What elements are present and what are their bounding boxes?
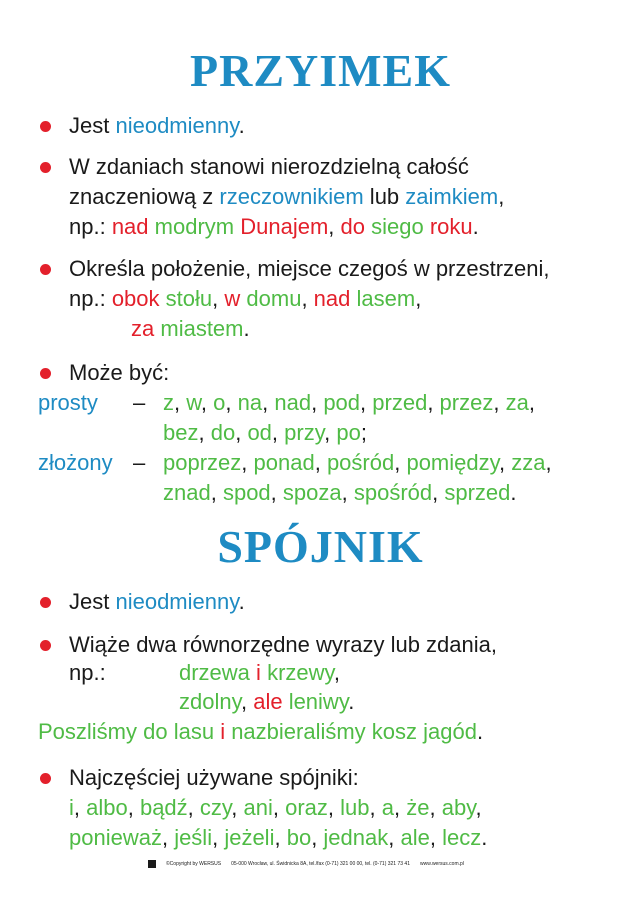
- sep: ,: [545, 450, 552, 475]
- sep: ,: [324, 420, 337, 445]
- conj: i: [256, 660, 261, 685]
- punct: .: [238, 589, 245, 614]
- text: lub: [363, 184, 406, 209]
- sep: ,: [432, 480, 445, 505]
- sep: ,: [528, 390, 535, 415]
- w: bez: [163, 420, 199, 445]
- w: jednak: [323, 825, 389, 850]
- sep: ,: [388, 825, 401, 850]
- keyword: nieodmienny: [115, 589, 239, 614]
- w: w: [186, 390, 201, 415]
- sep: ,: [127, 795, 140, 820]
- footer-website: www.wersus.com.pl: [420, 861, 464, 867]
- w: na: [237, 390, 263, 415]
- w: oraz: [285, 795, 328, 820]
- dash: –: [133, 450, 146, 475]
- word: lasem: [356, 286, 416, 311]
- word: miastem: [160, 316, 244, 341]
- sep: ,: [262, 390, 275, 415]
- w: nad: [274, 390, 312, 415]
- text: np.:: [69, 214, 112, 239]
- przyimek-line-7: [131, 316, 250, 342]
- w: do: [210, 420, 236, 445]
- spojnik-np: np.:: [69, 660, 106, 685]
- prep: do: [340, 214, 365, 239]
- przyimek-line-2: W zdaniach stanowi nierozdzielną całość: [69, 154, 469, 179]
- w: za: [505, 390, 529, 415]
- w: lecz: [442, 825, 482, 850]
- sep: ,: [393, 795, 407, 820]
- w: bo: [286, 825, 312, 850]
- sep: ,: [187, 795, 200, 820]
- spojnik-line-1: [69, 589, 245, 615]
- word: Dunajem: [240, 214, 329, 239]
- punct: ,: [333, 660, 341, 685]
- sep: ,: [341, 480, 354, 505]
- przyimek-line-3: [69, 184, 504, 210]
- sep: ,: [240, 689, 254, 714]
- sep: ,: [210, 480, 223, 505]
- w: poprzez: [163, 450, 242, 475]
- sep: ,: [231, 795, 244, 820]
- w: nazbieraliśmy kosz jagód: [225, 719, 477, 744]
- spojnik-line-3: [179, 660, 340, 686]
- w: drzewa: [179, 660, 250, 685]
- conj: ale: [253, 689, 283, 714]
- sep: ,: [270, 480, 283, 505]
- title-spojnik: SPÓJNIK: [217, 521, 424, 572]
- w: przed: [372, 390, 428, 415]
- spojnik-line-8: [69, 825, 487, 851]
- word: roku: [429, 214, 473, 239]
- bullet-icon: [40, 368, 51, 379]
- spojnik-line-2: Wiąże dwa równorzędne wyrazy lub zdania,: [69, 632, 497, 657]
- bullet-icon: [40, 773, 51, 784]
- spojnik-line-7: [69, 795, 482, 821]
- punct: ,: [498, 184, 505, 209]
- punct: ,: [415, 286, 422, 311]
- sep: ,: [161, 825, 175, 850]
- text: Jest: [69, 113, 116, 138]
- word: domu: [246, 286, 302, 311]
- w: znad: [163, 480, 211, 505]
- przyimek-line-1: [69, 113, 245, 139]
- prep: obok: [111, 286, 160, 311]
- word: modrym: [154, 214, 235, 239]
- w: i: [69, 795, 74, 820]
- w: jeśli: [174, 825, 213, 850]
- w: ale: [400, 825, 430, 850]
- dash: –: [133, 390, 146, 415]
- w: jeżeli: [224, 825, 275, 850]
- punct: .: [481, 825, 488, 850]
- prep: w: [224, 286, 241, 311]
- w: lub: [340, 795, 370, 820]
- sep: ,: [301, 286, 314, 311]
- text: Jest: [69, 589, 116, 614]
- sep: ,: [274, 825, 287, 850]
- w: o: [213, 390, 226, 415]
- sep: ,: [311, 825, 324, 850]
- w: a: [381, 795, 394, 820]
- bullet-icon: [40, 264, 51, 275]
- w: aby: [441, 795, 476, 820]
- w: spod: [222, 480, 271, 505]
- qr-code-icon: [148, 860, 156, 868]
- label-zlozony: złożony: [38, 450, 113, 475]
- footer: [148, 860, 464, 868]
- sep: ,: [498, 450, 512, 475]
- przyimek-line-12: [163, 480, 517, 506]
- sep: ,: [360, 390, 373, 415]
- sep: ,: [198, 420, 211, 445]
- word: stołu: [165, 286, 213, 311]
- sep: ,: [200, 390, 214, 415]
- sep: ,: [429, 795, 442, 820]
- sep: ,: [212, 286, 225, 311]
- sep: ;: [360, 420, 367, 445]
- sep: ,: [314, 450, 327, 475]
- w: po: [336, 420, 361, 445]
- w: z: [163, 390, 174, 415]
- w: ponad: [253, 450, 315, 475]
- prep: za: [131, 316, 155, 341]
- bullet-icon: [40, 597, 51, 608]
- text: znaczeniową z: [69, 184, 220, 209]
- sep: ,: [225, 390, 238, 415]
- title-przyimek: PRZYIMEK: [190, 45, 451, 96]
- w: czy: [199, 795, 232, 820]
- sep: ,: [493, 390, 506, 415]
- sep: ,: [73, 795, 87, 820]
- w: zdolny: [179, 689, 241, 714]
- keyword: rzeczownikiem: [219, 184, 364, 209]
- keyword: zaimkiem: [405, 184, 499, 209]
- w: od: [247, 420, 272, 445]
- bullet-icon: [40, 121, 51, 132]
- sep: ,: [394, 450, 407, 475]
- przyimek-line-4: [69, 214, 479, 240]
- sep: ,: [369, 795, 382, 820]
- sep: ,: [427, 390, 440, 415]
- spojnik-line-4: [179, 689, 354, 715]
- sep: ,: [174, 390, 187, 415]
- w: sprzed: [444, 480, 511, 505]
- keyword: nieodmienny: [115, 113, 239, 138]
- w: pomiędzy: [406, 450, 499, 475]
- sep: ,: [241, 450, 254, 475]
- punct: .: [348, 689, 355, 714]
- punct: .: [243, 316, 250, 341]
- footer-copyright: ©Copyright by WERSUS: [166, 861, 222, 867]
- sep: ,: [328, 214, 341, 239]
- punct: .: [476, 719, 484, 744]
- sep: ,: [311, 390, 324, 415]
- label-prosty: prosty: [38, 390, 98, 415]
- punct: .: [510, 480, 517, 505]
- text: np.:: [69, 286, 112, 311]
- sep: ,: [212, 825, 225, 850]
- w: spoza: [282, 480, 342, 505]
- punct: .: [472, 214, 479, 239]
- footer-address: 05-000 Wrocław, ul. Świdnicka 8A, tel./fax (0-71) 321 00 00, tel. (0-71) 321 73 41: [231, 861, 410, 867]
- sep: ,: [327, 795, 341, 820]
- w: przez: [439, 390, 494, 415]
- bullet-icon: [40, 640, 51, 651]
- przyimek-line-10: [163, 420, 367, 446]
- w: że: [406, 795, 430, 820]
- przyimek-line-8: Może być:: [69, 360, 170, 385]
- sep: ,: [271, 420, 285, 445]
- w: ponieważ: [69, 825, 162, 850]
- przyimek-line-9: [163, 390, 535, 416]
- w: pośród: [326, 450, 395, 475]
- bullet-icon: [40, 162, 51, 173]
- w: albo: [86, 795, 128, 820]
- w: pod: [323, 390, 361, 415]
- przyimek-line-6: [69, 286, 421, 312]
- spojnik-line-6: Najczęściej używane spójniki:: [69, 765, 359, 790]
- w: leniwy: [288, 689, 349, 714]
- przyimek-line-5: Określa położenie, miejsce czegoś w przestrzeni,: [69, 256, 550, 281]
- sep: ,: [235, 420, 248, 445]
- prep: nad: [313, 286, 351, 311]
- w: spośród: [353, 480, 433, 505]
- w: przy: [284, 420, 325, 445]
- w: krzewy: [267, 660, 334, 685]
- w: zza: [511, 450, 546, 475]
- prep: nad: [111, 214, 149, 239]
- w: ani: [243, 795, 273, 820]
- sep: ,: [475, 795, 482, 820]
- sep: ,: [429, 825, 443, 850]
- sep: ,: [272, 795, 286, 820]
- przyimek-line-11: [163, 450, 552, 476]
- conj: i: [220, 719, 226, 744]
- word: siego: [371, 214, 424, 239]
- w: bądź: [139, 795, 188, 820]
- spojnik-line-5: [38, 719, 483, 745]
- punct: .: [238, 113, 245, 138]
- w: Poszliśmy do lasu: [38, 719, 221, 744]
